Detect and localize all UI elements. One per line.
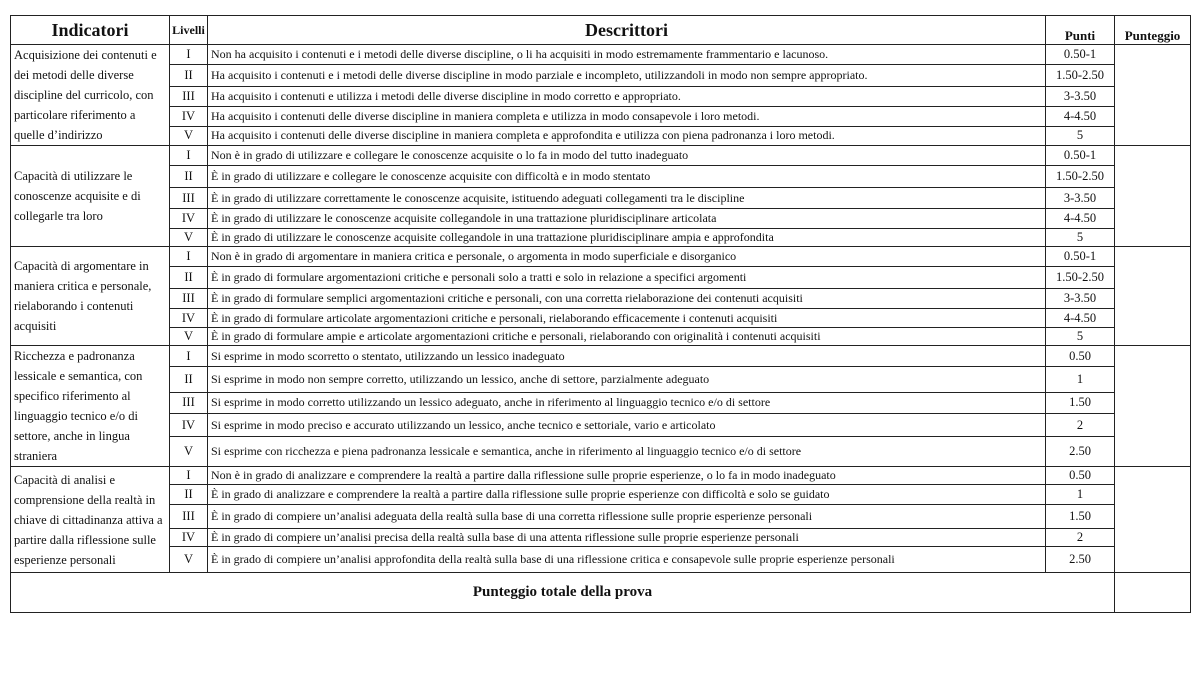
table-row [11, 188, 1191, 209]
level-cell: III [170, 86, 208, 106]
table-row [11, 309, 1191, 328]
score-cell[interactable] [1115, 346, 1191, 467]
table-row [11, 367, 1191, 392]
descriptor-cell: Si esprime in modo preciso e accurato utilizzando un lessico, anche tecnico e settoriale, vario e articolato [208, 413, 1046, 436]
table-row [11, 209, 1191, 229]
descriptor-cell: Ha acquisito i contenuti e utilizza i metodi delle diverse discipline in modo corretto e appropriato. [208, 86, 1046, 106]
descriptor-cell: Non è in grado di argomentare in maniera critica e personale, o argomenta in modo superficiale e disorganico [208, 247, 1046, 267]
table-row [11, 289, 1191, 309]
indicator-cell: Acquisizione dei contenuti e dei metodi delle diverse discipline del curricolo, con particolare riferimento a quelle d’indirizzo [11, 45, 170, 146]
table-row [11, 467, 1191, 485]
points-cell: 1.50 [1046, 392, 1115, 413]
level-cell: IV [170, 209, 208, 229]
table-row [11, 107, 1191, 126]
score-cell[interactable] [1115, 45, 1191, 146]
evaluation-grid [10, 15, 1191, 613]
level-cell: V [170, 229, 208, 247]
descriptor-cell: Non ha acquisito i contenuti e i metodi delle diverse discipline, o li ha acquisiti in modo estremamente frammentario e lacunoso. [208, 45, 1046, 65]
descriptor-cell: È in grado di formulare argomentazioni critiche e personali solo a tratti e solo in relazione a specifici argomenti [208, 267, 1046, 289]
points-cell: 2 [1046, 413, 1115, 436]
table-row [11, 267, 1191, 289]
descriptor-cell: È in grado di compiere un’analisi approfondita della realtà sulla base di una riflessione critica e consapevole sulle proprie esperienze personali [208, 547, 1046, 573]
descriptor-cell: Non è in grado di analizzare e comprendere la realtà a partire dalla riflessione sulle proprie esperienze, o lo fa in modo inadeguato [208, 467, 1046, 485]
descriptor-cell: Ha acquisito i contenuti delle diverse discipline in maniera completa e utilizza in modo consapevole i loro metodi. [208, 107, 1046, 126]
points-cell: 0.50-1 [1046, 146, 1115, 166]
level-cell: V [170, 126, 208, 145]
level-cell: II [170, 485, 208, 505]
header-punti: Punti [1046, 16, 1115, 45]
level-cell: I [170, 146, 208, 166]
points-cell: 5 [1046, 229, 1115, 247]
level-cell: IV [170, 309, 208, 328]
points-cell: 3-3.50 [1046, 188, 1115, 209]
level-cell: IV [170, 107, 208, 126]
points-cell: 0.50 [1046, 346, 1115, 367]
descriptor-cell: È in grado di formulare articolate argomentazioni critiche e personali, rielaborando efficacemente i contenuti acquisiti [208, 309, 1046, 328]
table-row [11, 146, 1191, 166]
table-row [11, 229, 1191, 247]
descriptor-cell: È in grado di utilizzare correttamente le conoscenze acquisite, istituendo adeguati collegamenti tra le discipline [208, 188, 1046, 209]
level-cell: II [170, 267, 208, 289]
descriptor-cell: Si esprime in modo scorretto o stentato, utilizzando un lessico inadeguato [208, 346, 1046, 367]
table-row [11, 547, 1191, 573]
table-row [11, 413, 1191, 436]
points-cell: 2.50 [1046, 437, 1115, 467]
header-indicatori: Indicatori [11, 16, 170, 45]
level-cell: V [170, 547, 208, 573]
descriptor-cell: Non è in grado di utilizzare e collegare le conoscenze acquisite o lo fa in modo del tutto inadeguato [208, 146, 1046, 166]
level-cell: V [170, 437, 208, 467]
points-cell: 1 [1046, 367, 1115, 392]
level-cell: V [170, 328, 208, 346]
table-row [11, 505, 1191, 529]
table-row [11, 86, 1191, 106]
points-cell: 4-4.50 [1046, 309, 1115, 328]
descriptor-cell: È in grado di formulare semplici argomentazioni critiche e personali, con una corretta rielaborazione dei contenuti acquisiti [208, 289, 1046, 309]
table-row [11, 328, 1191, 346]
points-cell: 1.50-2.50 [1046, 267, 1115, 289]
level-cell: I [170, 45, 208, 65]
points-cell: 2 [1046, 529, 1115, 547]
level-cell: III [170, 289, 208, 309]
table-row [11, 485, 1191, 505]
level-cell: I [170, 346, 208, 367]
level-cell: III [170, 505, 208, 529]
level-cell: IV [170, 529, 208, 547]
table-row [11, 65, 1191, 86]
total-score-cell[interactable] [1115, 573, 1191, 613]
descriptor-cell: È in grado di analizzare e comprendere la realtà a partire dalla riflessione sulle proprie esperienze con difficoltà e solo se guidato [208, 485, 1046, 505]
table-row [11, 529, 1191, 547]
header-descrittori: Descrittori [208, 16, 1046, 45]
score-cell[interactable] [1115, 247, 1191, 346]
points-cell: 0.50-1 [1046, 45, 1115, 65]
grid-body [11, 45, 1191, 613]
points-cell: 0.50 [1046, 467, 1115, 485]
level-cell: IV [170, 413, 208, 436]
descriptor-cell: Ha acquisito i contenuti delle diverse discipline in maniera completa e approfondita e utilizza con piena padronanza i loro metodi. [208, 126, 1046, 145]
points-cell: 1 [1046, 485, 1115, 505]
points-cell: 4-4.50 [1046, 209, 1115, 229]
table-row [11, 437, 1191, 467]
points-cell: 5 [1046, 328, 1115, 346]
indicator-cell: Ricchezza e padronanza lessicale e semantica, con specifico riferimento al linguaggio tecnico e/o di settore, anche in lingua straniera [11, 346, 170, 467]
descriptor-cell: È in grado di utilizzare le conoscenze acquisite collegandole in una trattazione pluridisciplinare articolata [208, 209, 1046, 229]
descriptor-cell: Ha acquisito i contenuti e i metodi delle diverse discipline in modo parziale e incompleto, utilizzandoli in modo non sempre appropriato. [208, 65, 1046, 86]
header-livelli: Livelli [170, 16, 208, 45]
score-cell[interactable] [1115, 146, 1191, 247]
points-cell: 1.50-2.50 [1046, 65, 1115, 86]
points-cell: 2.50 [1046, 547, 1115, 573]
descriptor-cell: Si esprime in modo corretto utilizzando un lessico adeguato, anche in riferimento al linguaggio tecnico e/o di settore [208, 392, 1046, 413]
indicator-cell: Capacità di analisi e comprensione della realtà in chiave di cittadinanza attiva a partire dalla riflessione sulle esperienze personali [11, 467, 170, 573]
table-row [11, 346, 1191, 367]
indicator-cell: Capacità di utilizzare le conoscenze acquisite e di collegarle tra loro [11, 146, 170, 247]
points-cell: 3-3.50 [1046, 86, 1115, 106]
points-cell: 4-4.50 [1046, 107, 1115, 126]
indicator-cell: Capacità di argomentare in maniera critica e personale, rielaborando i contenuti acquisiti [11, 247, 170, 346]
header-punteggio: Punteggio [1115, 16, 1191, 45]
level-cell: I [170, 247, 208, 267]
table-row [11, 45, 1191, 65]
points-cell: 5 [1046, 126, 1115, 145]
level-cell: II [170, 65, 208, 86]
table-row [11, 247, 1191, 267]
level-cell: II [170, 166, 208, 188]
points-cell: 1.50 [1046, 505, 1115, 529]
total-label: Punteggio totale della prova [11, 573, 1115, 613]
descriptor-cell: È in grado di utilizzare le conoscenze acquisite collegandole in una trattazione pluridisciplinare ampia e approfondita [208, 229, 1046, 247]
level-cell: I [170, 467, 208, 485]
score-cell[interactable] [1115, 467, 1191, 573]
descriptor-cell: È in grado di utilizzare e collegare le conoscenze acquisite con difficoltà e in modo stentato [208, 166, 1046, 188]
points-cell: 0.50-1 [1046, 247, 1115, 267]
level-cell: III [170, 392, 208, 413]
points-cell: 3-3.50 [1046, 289, 1115, 309]
descriptor-cell: Si esprime con ricchezza e piena padronanza lessicale e semantica, anche in riferimento al linguaggio tecnico e/o di settore [208, 437, 1046, 467]
descriptor-cell: È in grado di formulare ampie e articolate argomentazioni critiche e personali, rielaborando con originalità i contenuti acquisiti [208, 328, 1046, 346]
total-row [11, 573, 1191, 613]
descriptor-cell: È in grado di compiere un’analisi adeguata della realtà sulla base di una corretta riflessione sulle proprie esperienze personali [208, 505, 1046, 529]
level-cell: III [170, 188, 208, 209]
table-row [11, 392, 1191, 413]
table-row [11, 166, 1191, 188]
points-cell: 1.50-2.50 [1046, 166, 1115, 188]
descriptor-cell: Si esprime in modo non sempre corretto, utilizzando un lessico, anche di settore, parzialmente adeguato [208, 367, 1046, 392]
header-row [11, 16, 1191, 45]
table-row [11, 126, 1191, 145]
level-cell: II [170, 367, 208, 392]
descriptor-cell: È in grado di compiere un’analisi precisa della realtà sulla base di una attenta riflessione sulle proprie esperienze personali [208, 529, 1046, 547]
